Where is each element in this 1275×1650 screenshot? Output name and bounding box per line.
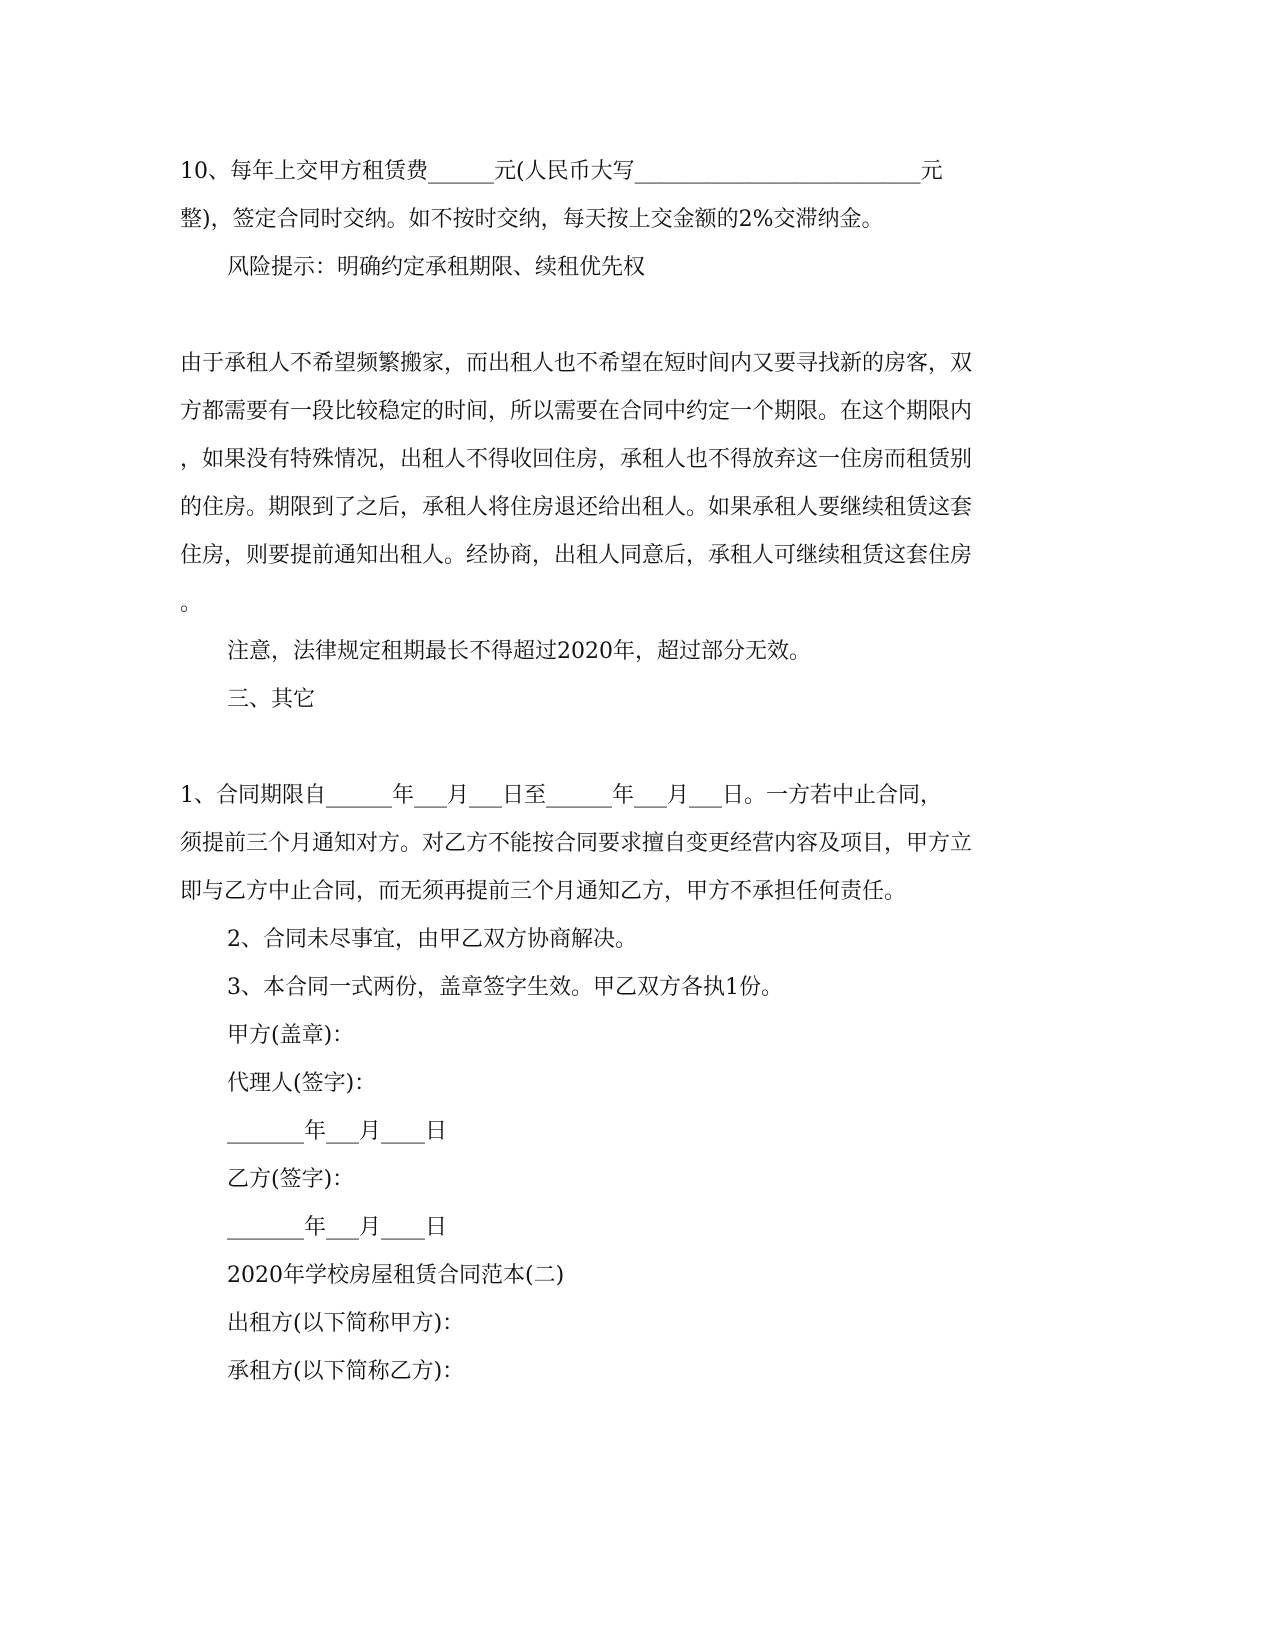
clause-3: 3、本合同一式两份，盖章签字生效。甲乙双方各执1份。	[227, 975, 783, 1000]
paragraph-line-2: 方都需要有一段比较稳定的时间，所以需要在合同中约定一个期限。在这个期限内	[180, 399, 973, 424]
paragraph-line-3: ，如果没有特殊情况，出租人不得收回住房，承租人也不得放弃这一住房而租赁别	[180, 447, 973, 472]
paragraph-line-1: 由于承租人不希望频繁搬家，而出租人也不希望在短时间内又要寻找新的房客，双	[180, 351, 973, 376]
lessor-line: 出租方(以下简称甲方)：	[227, 1311, 465, 1336]
paragraph-line-4: 的住房。期限到了之后，承租人将住房退还给出租人。如果承租人要继续租赁这套	[180, 495, 973, 520]
term-clause-line-3: 即与乙方中止合同，而无须再提前三个月通知乙方，甲方不承担任何责任。	[180, 879, 907, 904]
contract-title-2: 2020年学校房屋租赁合同范本(二)	[227, 1263, 565, 1288]
party-a-seal: 甲方(盖章)：	[227, 1023, 355, 1048]
clause-2: 2、合同未尽事宜，由甲乙双方协商解决。	[227, 927, 637, 952]
risk-tip: 风险提示：明确约定承租期限、续租优先权	[227, 255, 646, 280]
paragraph-line-6: 。	[180, 591, 203, 616]
document-page	[180, 148, 1080, 1396]
term-clause-line-2: 须提前三个月通知对方。对乙方不能按合同要求擅自变更经营内容及项目，甲方立	[180, 831, 973, 856]
party-b-signature: 乙方(签字)：	[227, 1167, 355, 1192]
section-heading: 三、其它	[227, 687, 316, 712]
paragraph-line-5: 住房，则要提前通知出租人。经协商，出租人同意后，承租人可继续租赁这套住房	[180, 543, 973, 568]
date-line-2: _______年___月____日	[227, 1215, 448, 1240]
note-line: 注意，法律规定租期最长不得超过2020年，超过部分无效。	[227, 639, 811, 664]
date-line-1: _______年___月____日	[227, 1119, 448, 1144]
clause-10-line-2: 整)，签定合同时交纳。如不按时交纳，每天按上交金额的2%交滞纳金。	[180, 207, 884, 232]
clause-10-line-1: 10、每年上交甲方租赁费______元(人民币大写__________________________元	[180, 159, 943, 184]
agent-signature: 代理人(签字)：	[227, 1071, 377, 1096]
spacer	[180, 724, 1080, 772]
lessee-line: 承租方(以下简称乙方)：	[227, 1359, 465, 1384]
term-clause-line-1: 1、合同期限自______年___月___日至______年___月___日。一方若中止合同，	[180, 783, 942, 808]
spacer	[180, 292, 1080, 340]
